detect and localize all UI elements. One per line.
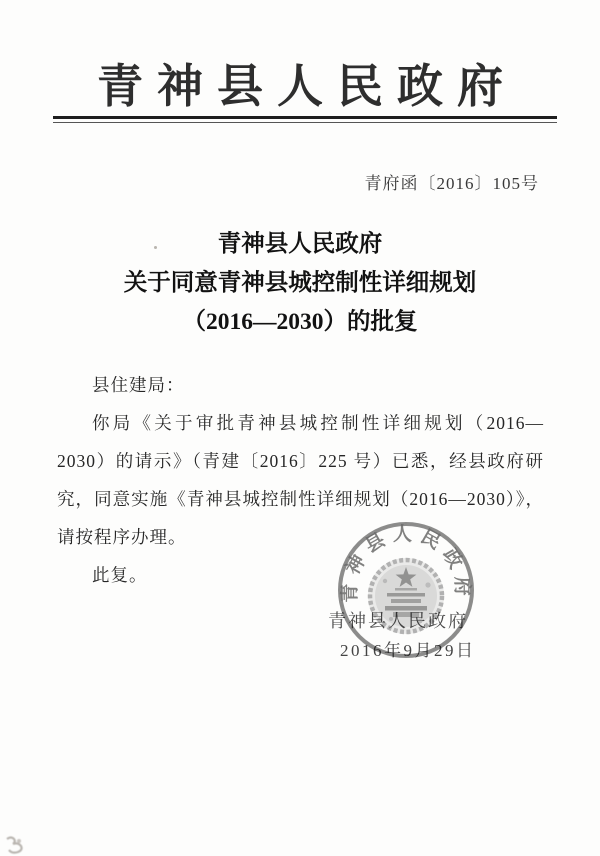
national-emblem-icon (368, 558, 444, 634)
document-number: 青府函〔2016〕105号 (364, 174, 539, 193)
salutation: 县住建局： (92, 375, 185, 395)
scan-smudge (3, 833, 31, 855)
seal-arc-text: 青神县人民政府 (339, 523, 473, 603)
title-line-3: （2016—2030）的批复 (182, 309, 418, 335)
signer-name: 青神县人民政府 (328, 611, 468, 631)
closing-phrase: 此复。 (92, 565, 148, 585)
masthead-divider-rule (53, 116, 557, 123)
title-line-1: 青神县人民政府 (217, 231, 383, 257)
signoff-date: 2016年9月29日 (340, 641, 476, 660)
document-title (0, 225, 600, 342)
title-line-2: 关于同意青神县城控制性详细规划 (123, 270, 477, 296)
official-seal (325, 509, 487, 671)
body-paragraph: 你局《关于审批青神县城控制性详细规划（2016—2030）的请示》（青建〔2016〕225 号）已悉，经县政府研究，同意实施《青神县城控制性详细规划（2016—2030）》，请按程序办理。 (57, 413, 544, 547)
scan-speck (154, 246, 157, 249)
agency-masthead: 青神县人民政府 (97, 61, 517, 112)
